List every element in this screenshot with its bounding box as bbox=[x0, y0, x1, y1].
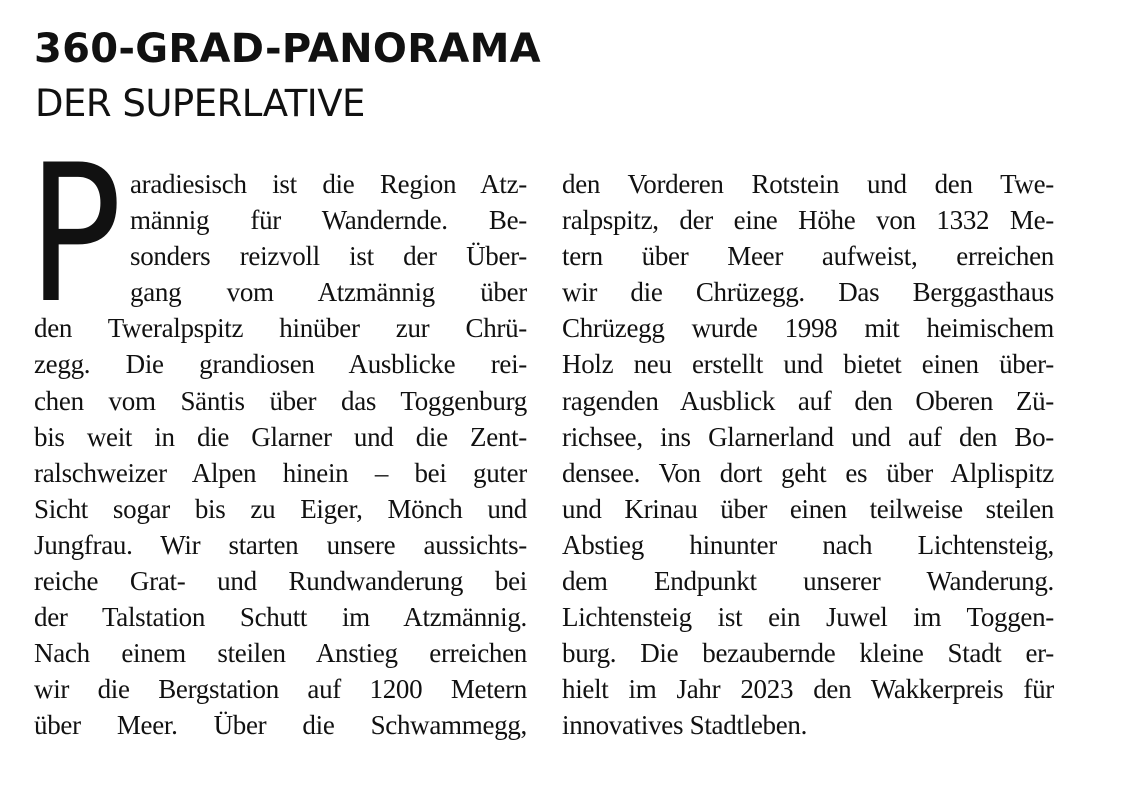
text-line: und Krinau über einen teilweise steilen bbox=[562, 493, 1054, 524]
article-title: 360-GRAD-PANORAMA bbox=[34, 26, 541, 72]
text-line: wir die Chrüzegg. Das Berggasthaus bbox=[562, 277, 1054, 308]
text-line: burg. Die bezaubernde kleine Stadt er- bbox=[562, 638, 1054, 669]
article-subtitle: DER SUPERLATIVE bbox=[35, 82, 365, 125]
text-line: männig für Wandernde. Be- bbox=[130, 205, 527, 236]
text-line: ragenden Ausblick auf den Oberen Zü- bbox=[562, 385, 1054, 416]
text-line: Abstieg hinunter nach Lichtensteig, bbox=[562, 529, 1054, 560]
text-line: ralschweizer Alpen hinein – bei guter bbox=[34, 457, 527, 488]
text-line: gang vom Atzmännig über bbox=[130, 277, 527, 308]
text-line: Lichtensteig ist ein Juwel im Toggen- bbox=[562, 602, 1054, 633]
text-line: der Talstation Schutt im Atzmännig. bbox=[34, 602, 527, 633]
text-line: Nach einem steilen Anstieg erreichen bbox=[34, 638, 527, 669]
text-line: dem Endpunkt unserer Wanderung. bbox=[562, 566, 1054, 597]
text-line: den Tweralpspitz hinüber zur Chrü- bbox=[34, 313, 527, 344]
text-line: chen vom Säntis über das Toggenburg bbox=[34, 385, 527, 416]
text-line: tern über Meer aufweist, erreichen bbox=[562, 241, 1054, 272]
text-line: ralpspitz, der eine Höhe von 1332 Me- bbox=[562, 205, 1054, 236]
text-line: Chrüzegg wurde 1998 mit heimischem bbox=[562, 313, 1054, 344]
text-line: sonders reizvoll ist der Über- bbox=[130, 241, 527, 272]
text-line: wir die Bergstation auf 1200 Metern bbox=[34, 674, 527, 705]
text-column-left bbox=[34, 166, 527, 744]
text-line: innovatives Stadtleben. bbox=[562, 710, 808, 741]
text-line: Sicht sogar bis zu Eiger, Mönch und bbox=[34, 493, 527, 524]
text-line: reiche Grat- und Rundwanderung bei bbox=[34, 566, 527, 597]
text-column-right bbox=[562, 166, 1054, 744]
text-line: den Vorderen Rotstein und den Twe- bbox=[562, 169, 1054, 199]
text-line: hielt im Jahr 2023 den Wakkerpreis für bbox=[562, 674, 1054, 705]
text-line: richsee, ins Glarnerland und auf den Bo- bbox=[562, 421, 1054, 452]
drop-cap: P bbox=[28, 124, 122, 345]
text-line: Jungfrau. Wir starten unsere aussichts- bbox=[34, 529, 527, 560]
text-line: densee. Von dort geht es über Alplispitz bbox=[562, 457, 1054, 488]
text-line: über Meer. Über die Schwammegg, bbox=[34, 710, 527, 741]
text-line: zegg. Die grandiosen Ausblicke rei- bbox=[34, 349, 527, 380]
text-line: aradiesisch ist die Region Atz- bbox=[130, 169, 527, 199]
text-line: bis weit in die Glarner und die Zent- bbox=[34, 421, 527, 452]
text-line: Holz neu erstellt und bietet einen über- bbox=[562, 349, 1054, 380]
